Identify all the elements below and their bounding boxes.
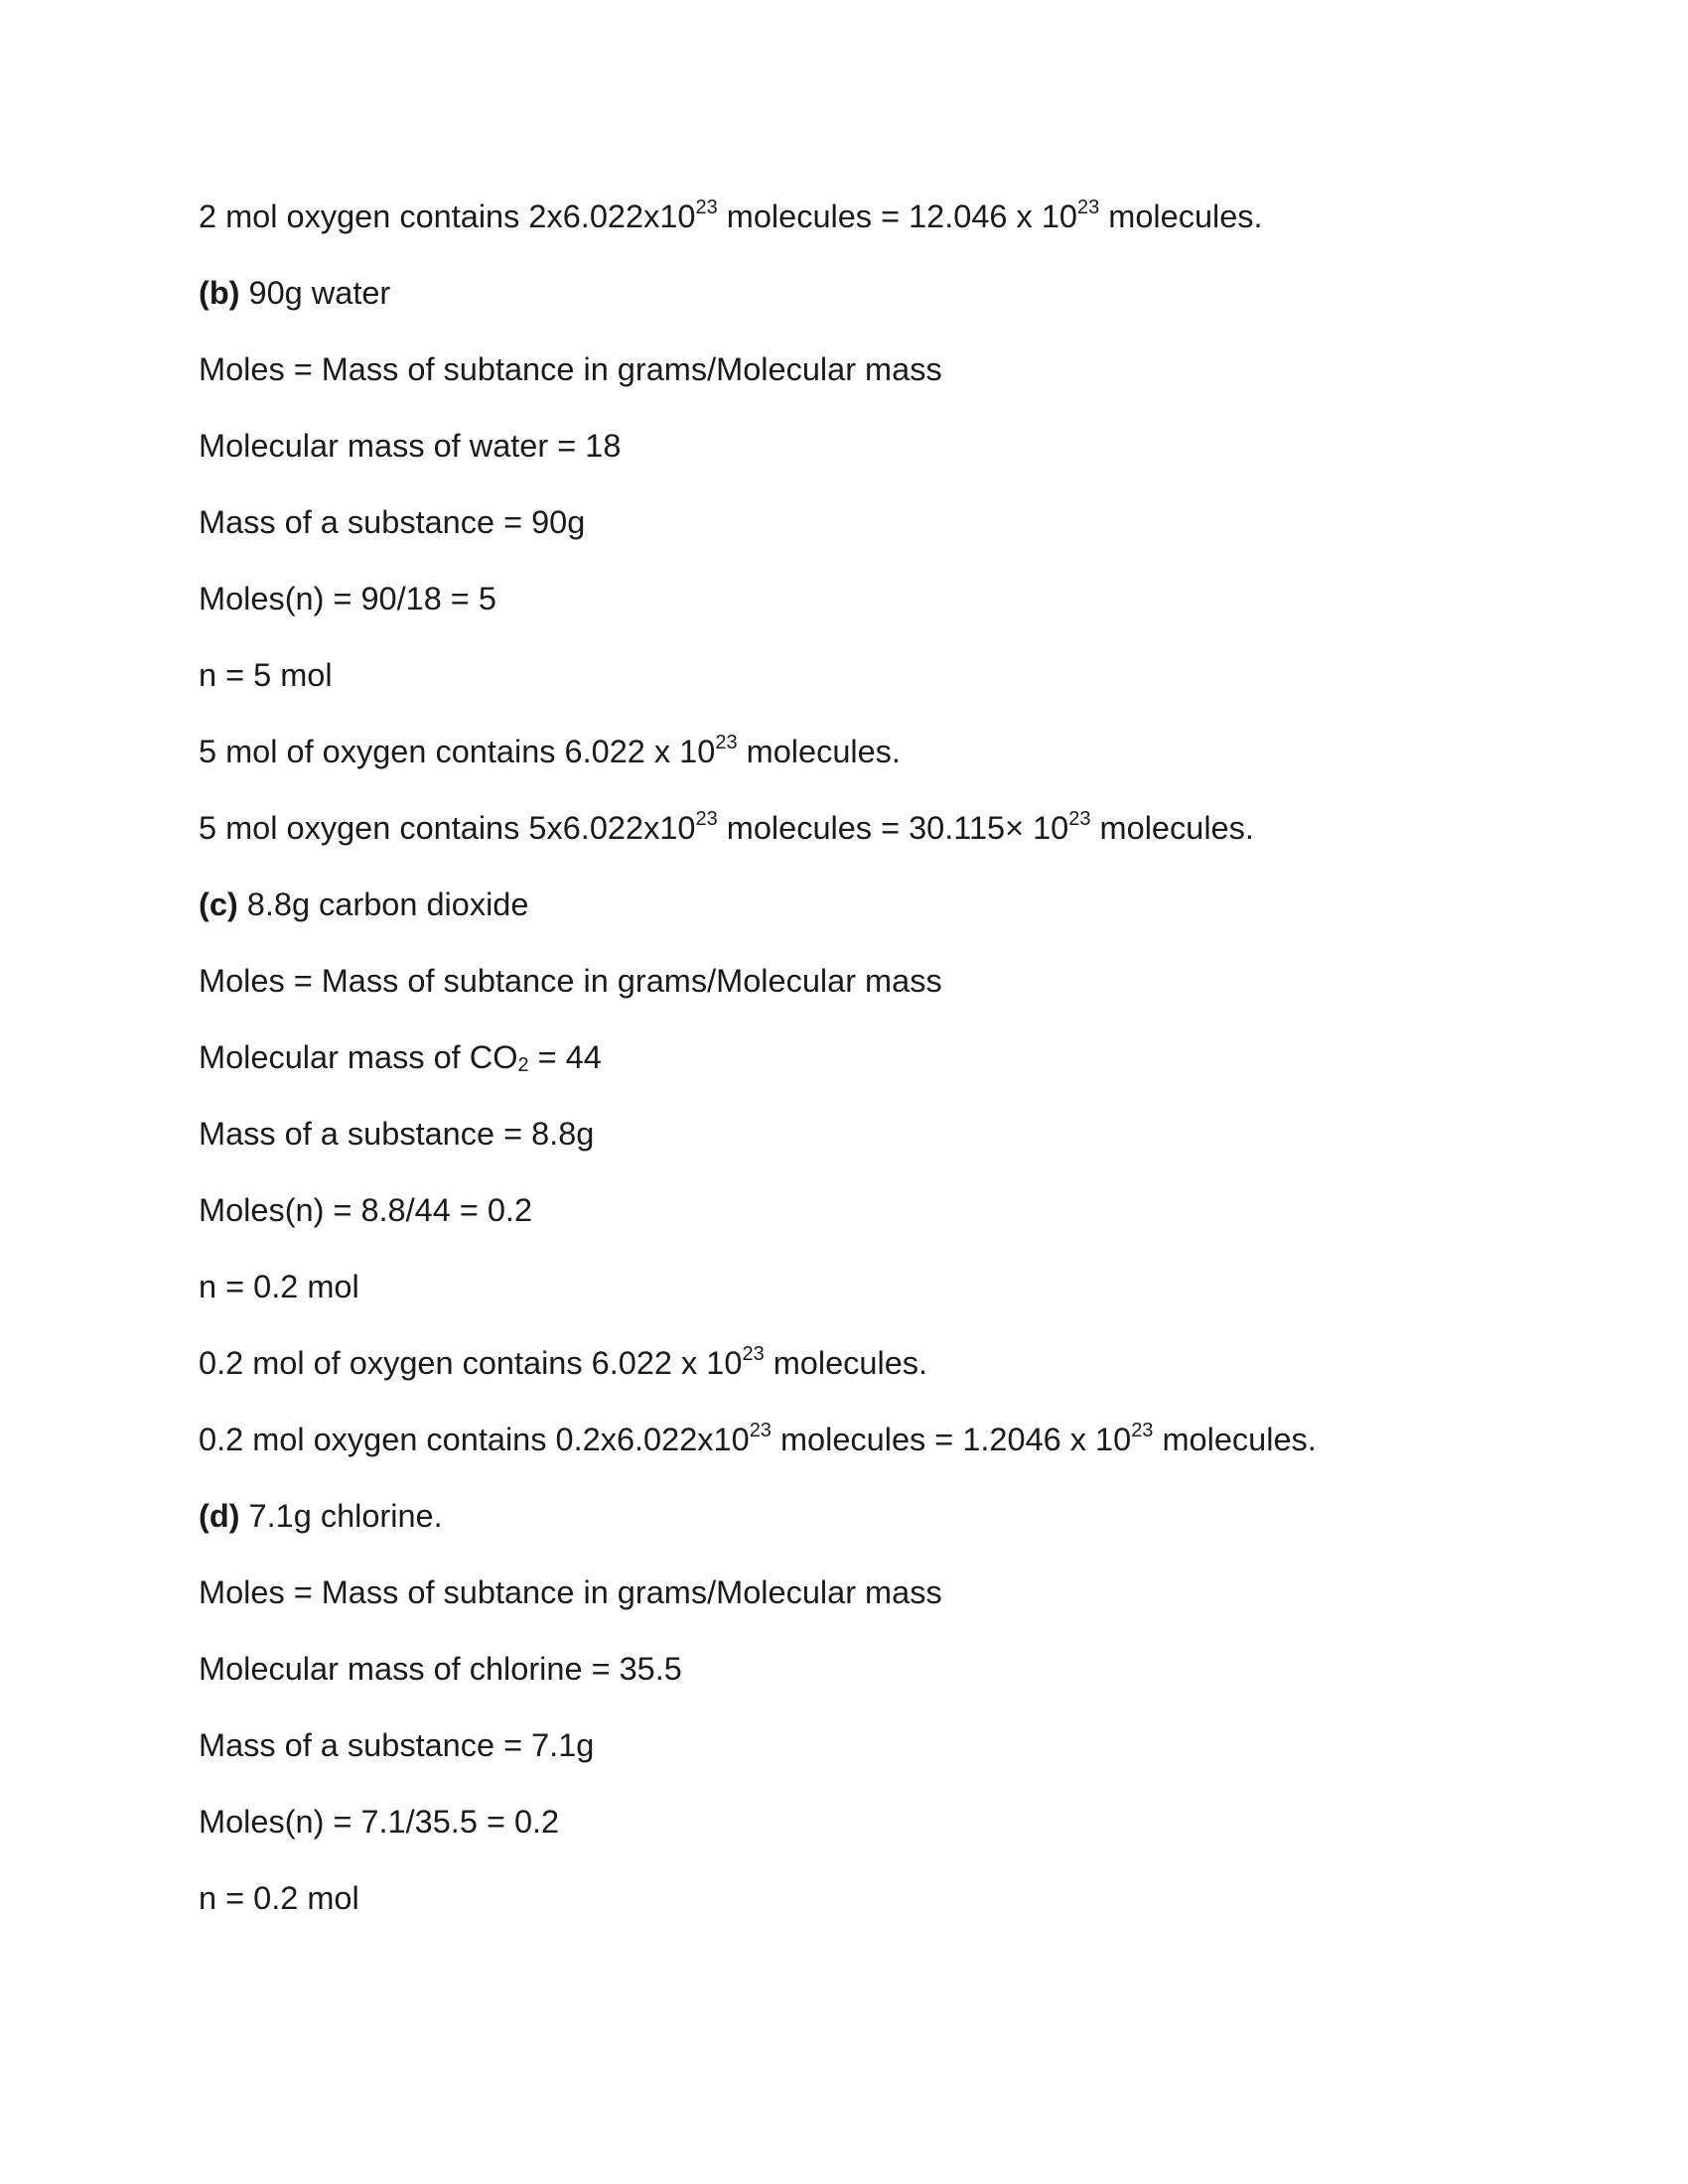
line-moles-calc-c: Moles(n) = 8.8/44 = 0.2 <box>199 1192 533 1228</box>
line-molecular-mass-co2: Molecular mass of $CO_2 = 44$ <box>199 1039 602 1076</box>
line-molecules-0-2mol: 0.2 mol oxygen contains $0.2x6.022x10^{23}$ molecules = 1.2046 x $10^{23}$ molecules. <box>199 1420 1317 1457</box>
line-moles-formula-d: Moles = Mass of subtance in grams/Molecular mass <box>199 1574 942 1610</box>
line-moles-calc-d: Moles(n) = 7.1/35.5 = 0.2 <box>199 1804 560 1840</box>
line-moles-formula-c: Moles = Mass of subtance in grams/Molecular mass <box>199 963 942 999</box>
heading-part-b: (b) 90g water <box>199 275 391 311</box>
line-molecules-5mol: 5 mol oxygen contains $5x6.022x10^{23}$ molecules = $30.115\times 10^{23}$ molecules. <box>199 808 1254 846</box>
line-mass-substance-b: Mass of a substance = 90g <box>199 504 586 540</box>
line-molecular-mass-water: Molecular mass of water = 18 <box>199 428 622 464</box>
line-avogadro-b: 5 mol of oxygen contains 6.022 x $10^{23}$ molecules. <box>199 732 901 769</box>
heading-part-d: (d) 7.1g chlorine. <box>199 1498 443 1534</box>
line-moles-calc-b: Moles(n) = 90/18 = 5 <box>199 581 496 616</box>
line-n-result-b: n = 5 mol <box>199 657 333 693</box>
line-avogadro-c: 0.2 mol of oxygen contains 6.022 x $10^{23}$ molecules. <box>199 1343 928 1381</box>
line-molecules-2mol: 2 mol oxygen contains $2x6.022x10^{23}$ molecules = 12.046 x $10^{23}$ molecules. <box>199 197 1263 234</box>
line-mass-substance-d: Mass of a substance = 7.1g <box>199 1727 595 1763</box>
line-n-result-d: n = 0.2 mol <box>199 1880 359 1916</box>
line-moles-formula-b: Moles = Mass of subtance in grams/Molecular mass <box>199 351 942 387</box>
line-molecular-mass-chlorine: Molecular mass of chlorine = 35.5 <box>199 1651 682 1687</box>
heading-part-c: (c) 8.8g carbon dioxide <box>199 887 529 922</box>
line-mass-substance-c: Mass of a substance = 8.8g <box>199 1116 595 1152</box>
line-n-result-c: n = 0.2 mol <box>199 1269 359 1304</box>
